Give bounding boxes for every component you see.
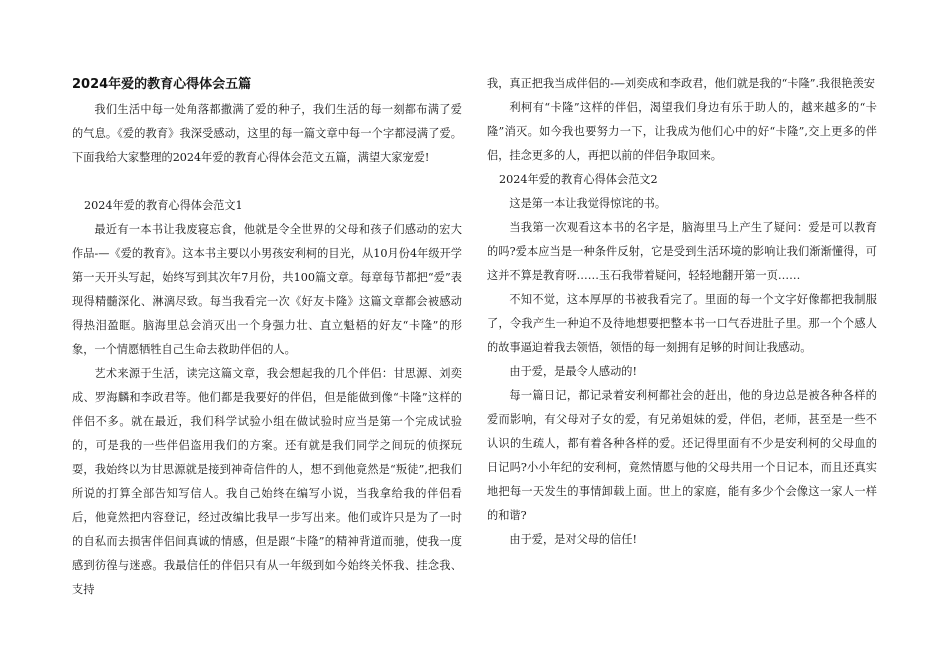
section-2-paragraph: 由于爱，是最令人感动的! bbox=[509, 365, 637, 378]
document-title: 2024年爱的教育心得体会五篇 bbox=[72, 77, 252, 92]
intro-paragraph: 我们生活中每一处角落都撒满了爱的种子，我们生活的每一刻都布满了爱的气息。《爱的教育》我深受感动，这里的每一篇文章中每一个字都浸满了爱。下面我给大家整理的2024年爱的教育心得体会范文五篇，满望大家宠爱! bbox=[72, 103, 462, 164]
left-column bbox=[72, 74, 462, 602]
section-2-paragraph: 由于爱，是对父母的信任! bbox=[509, 533, 637, 546]
section-2-paragraph: 当我第一次观看这本书的名字是，脑海里马上产生了疑问：爱是可以教育的吗?爱本应当是一种条件反射，它是受到生活环境的影响让我们渐渐懂得，可这并不算是教育呀……玉石我带着疑问，轻轻地翻开第一页…… bbox=[487, 221, 877, 282]
section-1-heading: 2024年爱的教育心得体会范文1 bbox=[84, 199, 243, 212]
spacer bbox=[72, 170, 462, 194]
section-2-paragraph: 这是第一本让我觉得惊诧的书。 bbox=[509, 197, 667, 210]
section-1-paragraph: 最近有一本书让我废寝忘食，他就是令全世界的父母和孩子们感动的宏大作品-—《爱的教育》。这本书主要以小男孩安利柯的目光，从10月份4年级开学第一天开头写起，始终写到其次年7月份，共100篇文章。每章每节都把“爱”表现得精髓深化、淋漓尽致。每当我看完一次《好友卡隆》这篇文章都会被感动得热泪盈眶。脑海里总会消灭出一个身强力壮、直立魁梧的好友“卡隆”的形象，一个情愿牺牲自己生命去救助伴侣的人。 bbox=[72, 223, 462, 356]
right-column bbox=[487, 72, 877, 552]
continuation-paragraph: 我，真正把我当成伴侣的-—刘奕成和李政君，他们就是我的“卡隆”.我很艳羡安 bbox=[487, 77, 875, 90]
section-1-paragraph: 艺术来源于生活，读完这篇文章，我会想起我的几个伴侣：甘思源、刘奕成、罗海麟和李政君等。他们都是我要好的伴侣，但是能做到像“卡隆”这样的伴侣不多。就在最近，我们科学试验小组在做试验时应当是第一个完成试验的，可是我的一些伴侣盗用我们的方案。还有就是我们同学之间玩的侦探玩耍，我始终以为甘思源就是接到神奇信件的人，想不到他竟然是“叛徒”,把我们所说的打算全部告知写信人。我自己始终在编写小说，当我拿给我的伴侣看后，他竟然把内容登记，经过改编比我早一步写出来。他们或许只是为了一时的自私而去损害伴侣间真诚的情感，但是跟“卡隆”的精神背道而驰，使我一度感到彷徨与迷惑。我最信任的伴侣只有从一年级到如今始终关怀我、挂念我、支持 bbox=[72, 367, 462, 596]
section-2-paragraph: 不知不觉，这本厚厚的书被我看完了。里面的每一个文字好像都把我制服了，令我产生一种迫不及待地想要把整本书一口气吞进肚子里。那一个个感人的故事逼迫着我去领悟，领悟的每一刻拥有足够的时间让我感动。 bbox=[487, 293, 877, 354]
section-2-heading: 2024年爱的教育心得体会范文2 bbox=[499, 173, 658, 186]
continuation-paragraph: 利柯有“卡隆”这样的伴侣，渴望我们身边有乐于助人的，越来越多的“卡隆”消灭。如今我也要努力一下，让我成为他们心中的好“卡隆”,交上更多的伴侣，挂念更多的人，再把以前的伴侣争取回来。 bbox=[487, 101, 877, 162]
section-2-paragraph: 每一篇日记，都记录着安利柯都社会的赶出，他的身边总是被各种各样的爱而影响，有父母对子女的爱，有兄弟姐妹的爱，伴侣，老师，甚至是一些不认识的生疏人，都有着各种各样的爱。还记得里面有不少是安利柯的父母血的日记吗?小小年纪的安利柯，竟然情愿与他的父母共用一个日记本，而且还真实地把每一天发生的事情卸载上面。世上的家庭，能有多少个会像这一家人一样的和谐? bbox=[487, 389, 877, 522]
